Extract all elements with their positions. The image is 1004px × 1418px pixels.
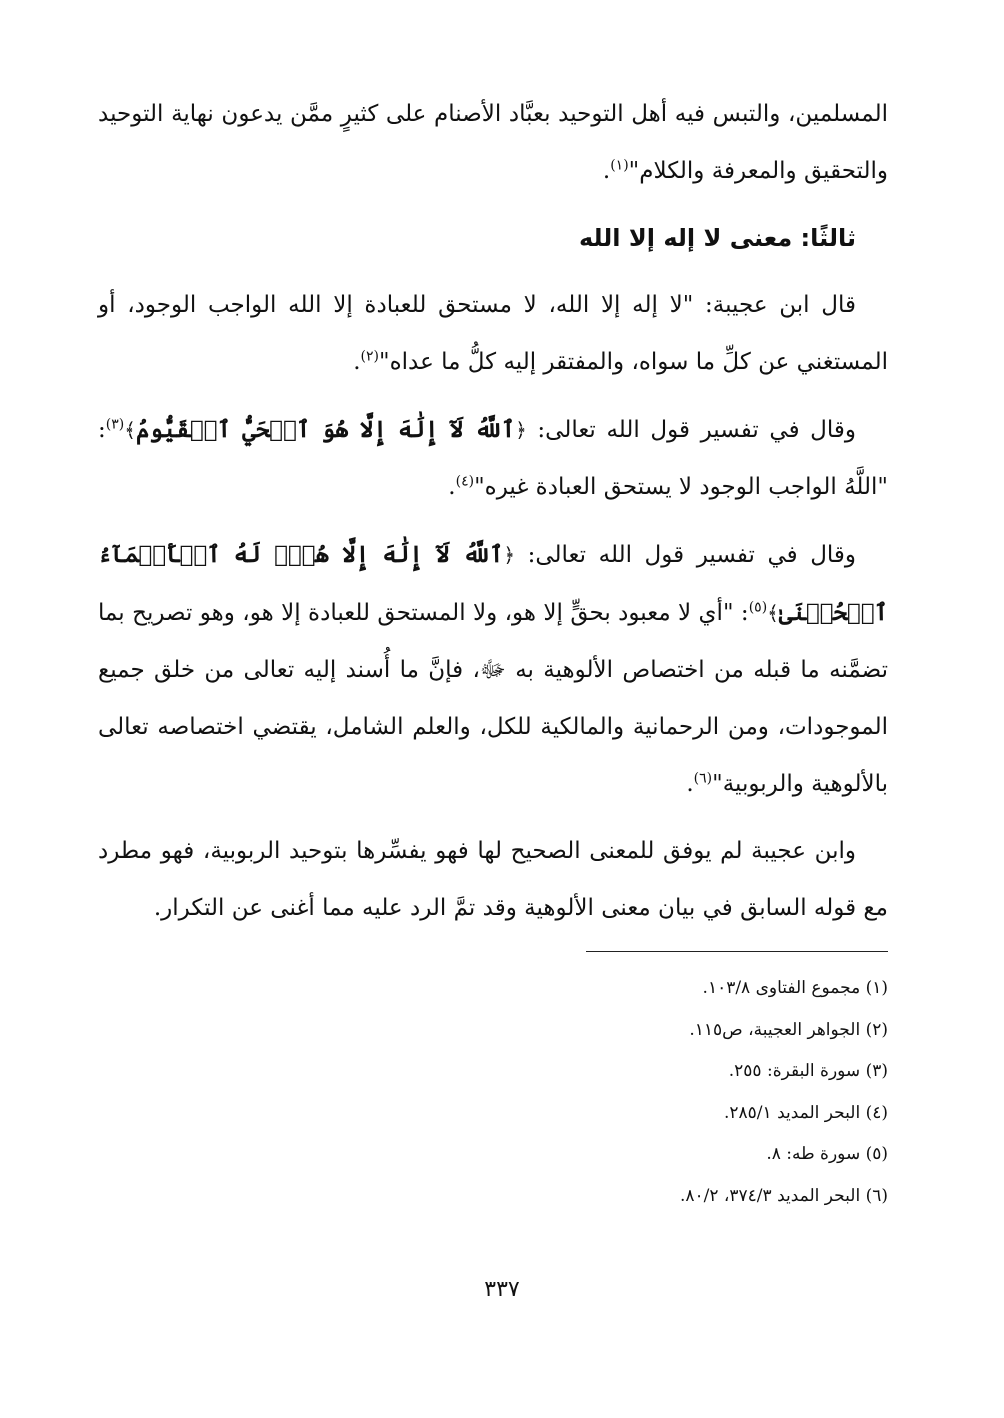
footnote-ref-2: (٢) bbox=[360, 348, 379, 365]
paragraph-4 bbox=[98, 526, 888, 813]
paragraph-1-end: . bbox=[602, 158, 611, 184]
ayah-open-bracket-2: ﴿ bbox=[503, 543, 516, 567]
main-text bbox=[98, 86, 888, 947]
paragraph-3-end: . bbox=[448, 474, 456, 500]
footnote-4: (٤) البحر المديد ٢٨٥/١. bbox=[724, 1102, 888, 1123]
footnote-3: (٣) سورة البقرة: ٢٥٥. bbox=[728, 1061, 888, 1081]
footnote-ref-5: (٥) bbox=[748, 599, 768, 616]
footnote-2: (٢) الجواهر العجيبة، ص١١٥. bbox=[689, 1019, 888, 1040]
paragraph-2 bbox=[98, 277, 888, 391]
footnotes bbox=[388, 968, 888, 1217]
footnote-ref-4: (٤) bbox=[455, 473, 475, 490]
ayah-open-bracket: ﴿ bbox=[515, 418, 527, 442]
paragraph-2-end: . bbox=[353, 349, 361, 375]
ayah-text-1: ٱللَّهُ لَآ إِلَٰهَ إِلَّا هُوَ ٱلۡحَيُّ ٱلۡقَيُّومُ bbox=[135, 416, 516, 443]
paragraph-4-rest: : "أي لا معبود بحقٍّ إلا هو، ولا المستحق للعبادة إلا هو، وهو تصريح بما تضمَّنه ما قبله من اختصاص الألوهية به ﷻ، فإنَّ ما أُسند إليه تعالى من خلق جميع الموجودات، ومن الرحمانية والمالكية للكل، والعلم الشامل، يقتضي اختصاصه تعالى بالألوهية والربوبية" bbox=[98, 600, 888, 797]
section-heading bbox=[98, 210, 888, 267]
paragraph-4-end: . bbox=[686, 771, 694, 797]
paragraph-3-start: وقال في تفسير قول الله تعالى: bbox=[537, 417, 857, 443]
paragraph-4-start: وقال في تفسير قول الله تعالى: bbox=[527, 542, 857, 568]
heading-rest: : معنى لا إله إلا الله bbox=[578, 224, 811, 252]
ayah-close-bracket-2: ﴾ bbox=[767, 601, 779, 625]
footnote-ref-3: (٣) bbox=[105, 416, 125, 433]
paragraph-3-rest: : "اللَّهُ الواجب الوجود لا يستحق العبادة غيره" bbox=[98, 417, 888, 500]
footnote-6: (٦) البحر المديد ٣٧٤/٣، ٨٠/٢. bbox=[679, 1185, 888, 1206]
footnote-ref-6: (٦) bbox=[693, 770, 713, 787]
paragraph-2-text: قال ابن عجيبة: "لا إله إلا الله، لا مستحق للعبادة إلا الله الواجب الوجود، أو المستغني عن كلِّ ما سواه، والمفتقر إليه كلُّ ما عداه" bbox=[98, 292, 888, 375]
footnote-1: (١) مجموع الفتاوى ١٠٣/٨. bbox=[702, 978, 888, 998]
ayah-text-2: ٱللَّهُ لَآ إِلَٰهَ إِلَّا هُوَۖ لَهُ ٱلۡأَسۡمَآءُ ٱلۡحُسۡنَىٰ bbox=[98, 541, 888, 626]
paragraph-5-text: وابن عجيبة لم يوفق للمعنى الصحيح لها فهو يفسِّرها بتوحيد الربوبية، فهو مطرد مع قوله السابق في بيان معنى الألوهية وقد تمَّ الرد عليه مما أغنى عن التكرار. bbox=[98, 838, 888, 921]
page-number: ٣٣٧ bbox=[484, 1277, 520, 1302]
paragraph-5 bbox=[98, 823, 888, 937]
paragraph-1-text: المسلمين، والتبس فيه أهل التوحيد بعبَّاد الأصنام على كثيرٍ ممَّن يدعون نهاية التوحيد والتحقيق والمعرفة والكلام" bbox=[98, 101, 888, 184]
footnote-ref-1: (١) bbox=[610, 157, 629, 174]
paragraph-3 bbox=[98, 401, 888, 516]
ayah-close-bracket: ﴾ bbox=[124, 418, 136, 442]
footnote-5: (٥) سورة طه: ٨. bbox=[766, 1144, 888, 1164]
footnote-divider bbox=[586, 951, 888, 952]
heading-prefix: ثالثًا bbox=[810, 224, 856, 252]
paragraph-1 bbox=[98, 86, 888, 200]
